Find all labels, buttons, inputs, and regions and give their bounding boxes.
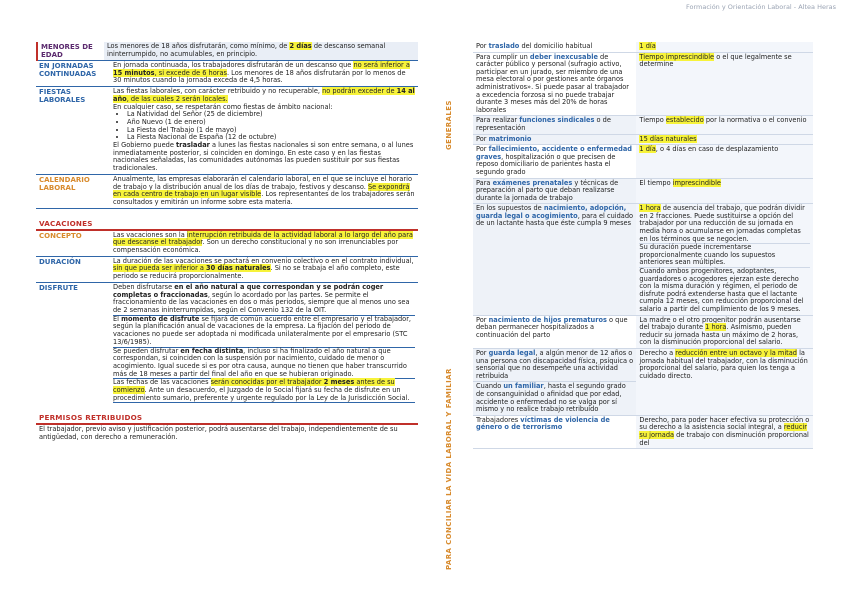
list-item: • La Fiesta Nacional de España (12 de octubre) xyxy=(127,134,415,142)
row-fiestas xyxy=(36,87,418,175)
row-concepto xyxy=(36,231,418,257)
text-menores: Los menores de 18 años disfrutarán, como mínimo, de 2 días de descanso semanal ininterrumpido, no acumulables, en principio. xyxy=(104,42,418,61)
label-concepto: CONCEPTO xyxy=(39,231,82,240)
table-row: Cuando un familiar, hasta el segundo grado de consanguinidad o afinidad que por edad, accidente o enfermedad no se valga por sí mismo y no realice trabajo retribuido xyxy=(473,382,813,415)
label-menores: MENORES DE EDAD xyxy=(37,42,104,61)
section-title-vacaciones: VACACIONES xyxy=(36,218,418,231)
label-fiestas: FIESTAS LABORALES xyxy=(39,88,86,105)
vertical-label-conciliar: PARA CONCILIAR LA VIDA LABORAL Y FAMILIAR xyxy=(445,368,453,570)
table-row: Por traslado del domicilio habitual 1 día xyxy=(473,42,813,52)
list-item: • La Natividad del Señor (25 de diciembre) xyxy=(127,111,415,119)
fiestas-list xyxy=(113,111,415,142)
page-header: Formación y Orientación Laboral - Altea Heras xyxy=(685,3,836,11)
text-jornadas: En jornada continuada, los trabajadores disfrutarán de un descanso que no será inferior a 15 minutos, si excede de 6 horas. Los menores de 18 años disfrutarán por lo menos de 30 minutos cuando la jornada exceda de 4,5 horas. xyxy=(113,61,410,85)
label-calendario: CALENDARIO LABORAL xyxy=(39,175,90,192)
section-title-permisos: PERMISOS RETRIBUIDOS xyxy=(36,412,418,425)
text-permisos: El trabajador, previo aviso y justificación posterior, podrá ausentarse del trabajo, independientemente de su antigüedad, con derecho a remuneración. xyxy=(39,425,398,442)
label-duracion: DURACIÓN xyxy=(39,257,81,266)
table-row: Por fallecimiento, accidente o enfermedad graves, hospitalización o que precisen de reposo domiciliario de parientes hasta el segundo grado 1 día, o 4 días en caso de desplazamiento xyxy=(473,145,813,178)
row-menores xyxy=(37,42,418,61)
text-fiestas: Las fiestas laborales, con carácter retribuido y no recuperable, no podrán exceder de 14 al año, de las cuales 2 serán locales. En cualquier caso, se respetarán como fiestas de ámbito nacional: • La Natividad del Señor (25 de diciembre) • Año Nuevo (1 de enero) • La Fiesta del Trabajo (1 de mayo) • La Fiesta Nacional de España (12 de octubre) El Gobierno puede trasladar a lunes las fiestas nacionales si son entre semana, o al lunes inmediatamente posterior, si coinciden en domingo. En este caso y en las fiestas nacionales señaladas, las comunidades autónomas las pueden sustituir por sus fiestas tradicionales. xyxy=(110,87,418,175)
table-row: Por guarda legal, a algún menor de 12 años o una persona con discapacidad física, psíquica o sensorial que no desempeñe una actividad retribuida Derecho a reducción entre un octavo y la mitad la jornada habitual del trabajador, con la disminución proporcional del salario, para quien los tenga a cuidado directo. xyxy=(473,348,813,381)
label-disfrute: DISFRUTE xyxy=(39,283,78,292)
row-duracion xyxy=(36,256,418,282)
list-item: • La Fiesta del Trabajo (1 de mayo) xyxy=(127,127,415,135)
row-jornadas xyxy=(36,61,418,87)
right-column xyxy=(473,0,813,449)
table-row: Trabajadores víctimas de violencia de género o de terrorismo Derecho, para poder hacer efectiva su protección o su derecho a la asistencia social integral, a reducir su jornada de trabajo con disminución proporcional del xyxy=(473,415,813,448)
row-disfrute xyxy=(36,282,418,404)
text-calendario: Anualmente, las empresas elaborarán el calendario laboral, en el que se incluye el horario de trabajo y la distribución anual de los días de trabajo, festivos y descanso. Se expondrá en cada centro de trabajo en un lugar visible. Los representantes de los trabajadores serán consultados y emitirán un informe sobre esta materia. xyxy=(113,174,415,206)
text-concepto: Las vacaciones son la interrupción retribuida de la actividad laboral a lo largo del año para que descanse el trabajador. Son un derecho constitucional y no son irrenunciables por compensación económica. xyxy=(113,230,413,255)
table-row: Para realizar funciones sindicales o de representación Tiempo establecido por la normativa o el convenio xyxy=(473,116,813,134)
text-disfrute: Deben disfrutarse en el año natural a que correspondan y se podrán coger completas o fraccionadas, según lo acordado por las partes. Se permite el fraccionamiento de las vacaciones en dos o más periodos, siempre que al menos uno sea de 2 semanas ininterrumpidas, según el Convenio 132 de la OIT. El momento de disfrute se fijará de común acuerdo entre el empresario y el trabajador, según la planificación anual de vacaciones de la empresa. La fijación del periodo de vacaciones no puede ser adoptada ni modificada unilateralmente por el empresario (STC 13/6/1985). Se pueden disfrutar en fecha distinta, incluso si ha finalizado el año natural a que correspondan, si coinciden con la suspensión por nacimiento, cuidado de menor o acogimiento. Igual sucede si es por otra causa, aunque no tienen que haber transcurrido más de 18 meses a partir del final del año en que se hubieran originado. Las fechas de las vacaciones serán conocidas por el trabajador 2 meses antes de su comienzo. Ante un desacuerdo, el Juzgado de lo Social fijará su fecha de disfrute en un procedimiento sumario, preferente y urgente regulado por la Ley de la Jurisdicción Social. xyxy=(110,282,418,404)
table-row: Para cumplir un deber inexcusable de carácter público y personal (sufragio activo, participar en un jurado, ser miembro de una mesa electoral o por gestiones ante órganos administrativos». Si puede pasar al trabajador a excedencia forzosa si no puede trabajar durante 3 meses más del 20% de horas laborales Tiempo imprescindible o el que legalmente se determine xyxy=(473,52,813,116)
table-row: Por matrimonio 15 días naturales xyxy=(473,134,813,145)
row-calendario xyxy=(36,174,418,208)
label-jornadas: EN JORNADAS CONTINUADAS xyxy=(39,62,97,78)
left-column xyxy=(36,0,418,443)
vertical-label-generales: GENERALES xyxy=(445,100,453,150)
table-row: Para exámenes prenatales y técnicas de preparación al parto que deban realizarse durante la jornada de trabajo El tiempo imprescindible xyxy=(473,178,813,204)
text-duracion: La duración de las vacaciones se pactará en convenio colectivo o en el contrato individual, sin que pueda ser inferior a 30 días naturales. Si no se trabaja el año completo, este periodo se reducirá proporcionalmente. xyxy=(113,256,414,281)
table-row: Por nacimiento de hijos prematuros o que deban permanecer hospitalizados a continuación del parto La madre o el otro progenitor podrán ausentarse del trabajo durante 1 hora. Asimismo, pueden reducir su jornada hasta un máximo de 2 horas, con la disminución proporcional del salario. xyxy=(473,315,813,348)
table-row: En los supuestos de nacimiento, adopción, guarda legal o acogimiento, para el cuidado de un lactante hasta que éste cumpla 9 meses 1 hora de ausencia del trabajo, que podrán dividir en 2 fracciones. Puede sustituirse a opción del trabajador por una reducción de su jornada en media hora o acumularse en jornadas completas en los términos que se negocien. Su duración puede incrementarse proporcionalmente cuando los supuestos anteriores sean múltiples. Cuando ambos progenitores, adoptantes, guardadores o acogedores ejerzan este derecho con la misma duración y régimen, el periodo de disfrute podrá extenderse hasta que el lactante cumpla 12 meses, con reducción proporcional del salario a partir del cumplimiento de los 9 meses. xyxy=(473,204,813,315)
list-item: • Año Nuevo (1 de enero) xyxy=(127,119,415,127)
